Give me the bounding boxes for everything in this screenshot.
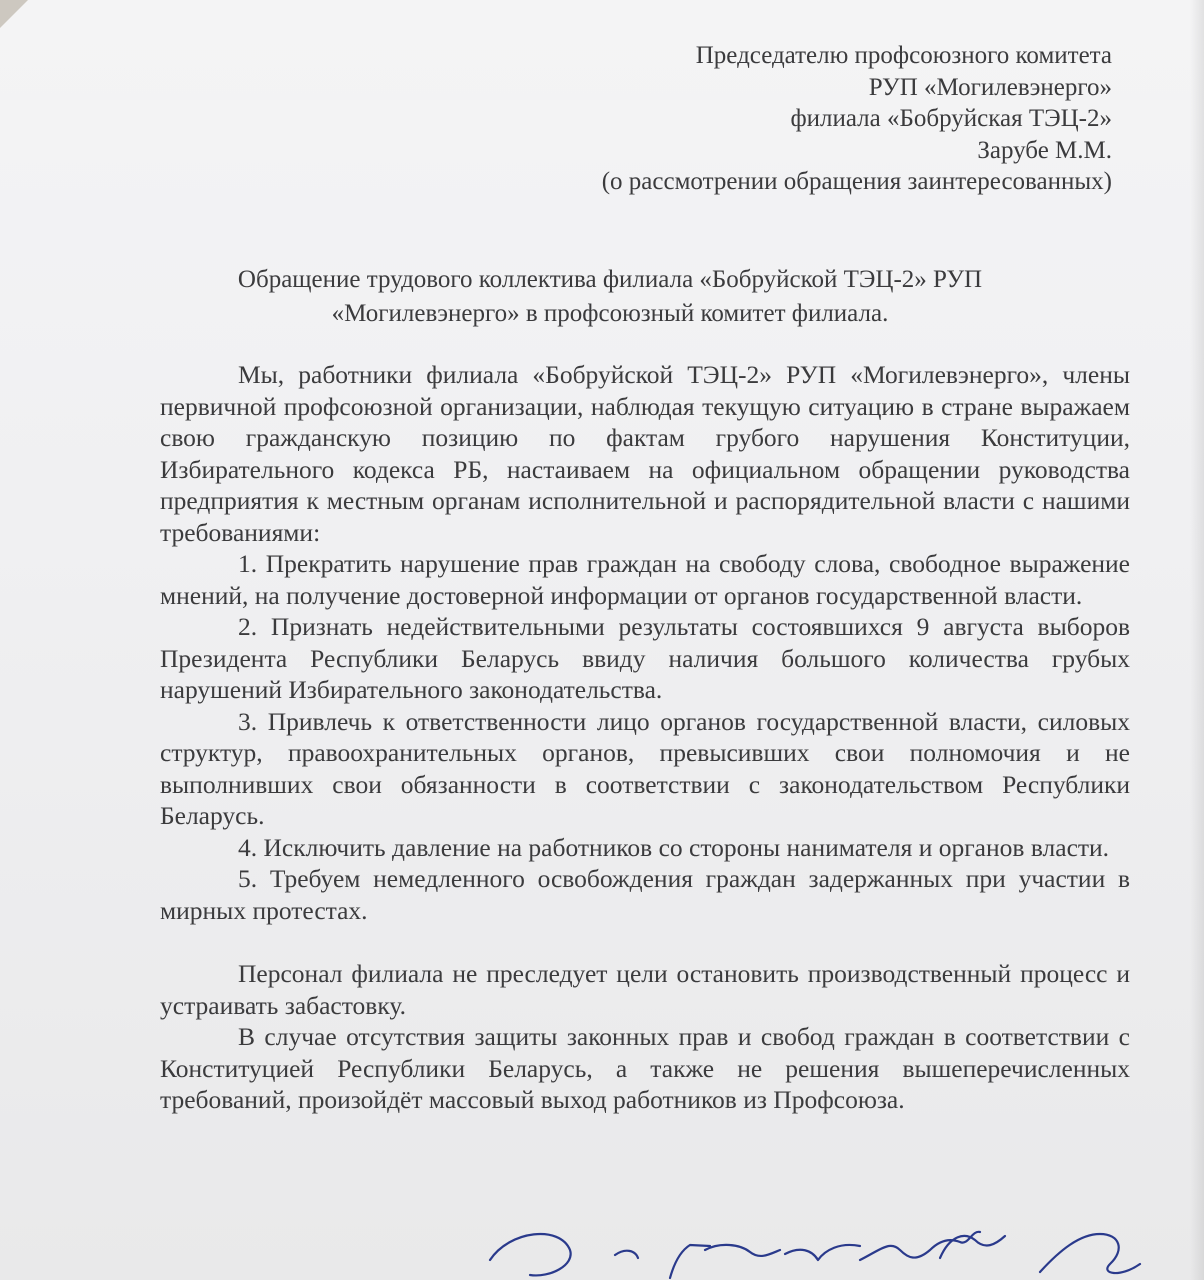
closing-paragraph: В случае отсутствия защиты законных прав и свобод граждан в соответствии с Конституцией Республики Беларусь, а также не решения вышеперечисленных требований, произойдёт массовый выход работников из Профсоюза.	[160, 1022, 1130, 1114]
letter-body	[160, 359, 1130, 1116]
closing-paragraph: Персонал филиала не преследует цели остановить производственный процесс и устраивать забастовку.	[160, 959, 1130, 1020]
addressee-line: Председателю профсоюзного комитета	[695, 42, 1112, 69]
demand-item: 3. Привлечь к ответственности лицо органов государственной власти, силовых структур, правоохранительных органов, превысивших свои полномочия и не выполнивших свои обязанности в соответствии с законодательством Республики Беларусь.	[160, 706, 1130, 830]
addressee-line: Зарубе М.М.	[977, 136, 1112, 164]
signature-stroke	[1040, 1234, 1140, 1273]
signature-stroke	[705, 1245, 780, 1256]
signature-stroke	[490, 1234, 571, 1275]
handwritten-signatures	[420, 1220, 1180, 1280]
addressee-block	[602, 40, 1112, 198]
addressee-line: РУП «Могилевэнерго»	[868, 73, 1112, 101]
signature-stroke	[615, 1251, 638, 1258]
letter-title: Обращение трудового коллектива филиала «Бобруйской ТЭЦ-2» РУП «Могилевэнерго» в профсоюзный комитет филиала.	[237, 266, 983, 327]
demand-item: 4. Исключить давление на работников со стороны нанимателя и органов власти.	[238, 832, 1110, 862]
demand-item: 5. Требуем немедленного освобождения граждан задержанных при участии в мирных протестах.	[160, 864, 1130, 925]
paragraph-gap	[160, 926, 1130, 958]
addressee-line: филиала «Бобруйская ТЭЦ-2»	[790, 105, 1112, 132]
demand-item: 2. Признать недействительными результаты состоявшихся 9 августа выборов Президента Республики Беларусь ввиду наличия большого количества грубых нарушений Избирательного законодательства.	[160, 612, 1130, 704]
signature-stroke	[785, 1245, 860, 1260]
intro-paragraph: Мы, работники филиала «Бобруйской ТЭЦ-2» РУП «Могилевэнерго», члены первичной профсоюзной организации, наблюдая текущую ситуацию в стране выражаем свою гражданскую позицию по фактам грубого нарушения Конституции, Избирательного кодекса РБ, настаиваем на официальном обращении руководства предприятия к местным органам исполнительной и распорядительной власти с нашими требованиями:	[160, 360, 1130, 547]
addressee-line: (о рассмотрении обращения заинтересованных)	[601, 168, 1112, 195]
demands-list	[160, 548, 1130, 926]
demand-item: 1. Прекратить нарушение прав граждан на свободу слова, свободное выражение мнений, на получение достоверной информации от органов государственной власти.	[160, 549, 1130, 610]
